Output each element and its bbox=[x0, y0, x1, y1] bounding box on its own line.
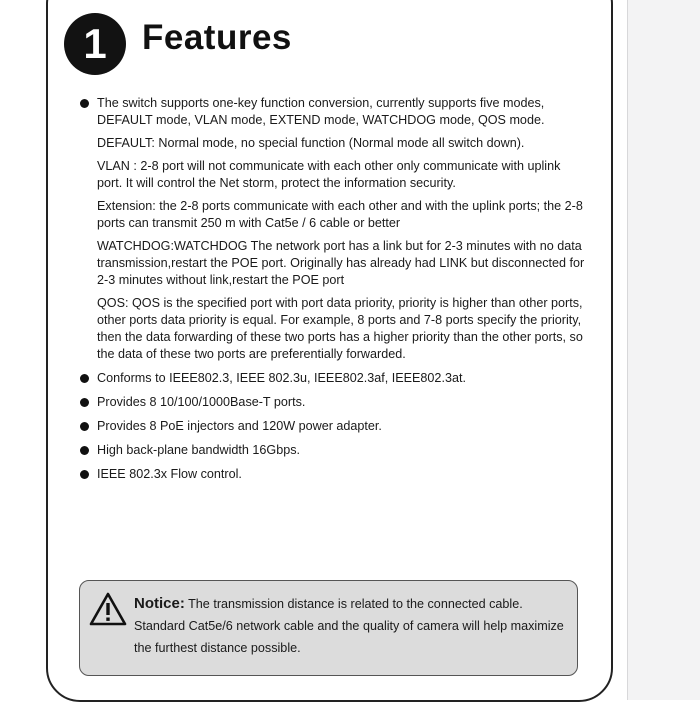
features-content bbox=[80, 95, 585, 483]
section-number-badge: 1 bbox=[64, 13, 126, 75]
warning-icon bbox=[88, 591, 128, 627]
feature-bullet-bandwidth: High back-plane bandwidth 16Gbps. bbox=[80, 442, 585, 459]
notice-body: The transmission distance is related to the connected cable. Standard Cat5e/6 network cable and the quality of camera will help maximize the furthest distance possible. bbox=[134, 597, 564, 655]
feature-bullet-poe: Provides 8 PoE injectors and 120W power adapter. bbox=[80, 418, 585, 435]
mode-vlan-paragraph: VLAN : 2-8 port will not communicate with each other only communicate with uplink port. It will control the Net storm, protect the information security. bbox=[97, 159, 561, 190]
mode-extension-paragraph: Extension: the 2-8 ports communicate with each other and with the uplink ports; the 2-8 ports can transmit 250 m with Cat5e / 6 cable or better bbox=[97, 199, 583, 230]
mode-watchdog-paragraph: WATCHDOG:WATCHDOG The network port has a link but for 2-3 minutes with no data transmission,restart the POE port. Originally has already had LINK but disconnected for 2-3 minutes without link,restart the POE port bbox=[97, 239, 585, 287]
notice-box bbox=[79, 580, 578, 676]
intro-bullet: The switch supports one-key function conversion, currently supports five modes, DEFAULT mode, VLAN mode, EXTEND mode, WATCHDOG mode, QOS mode. bbox=[80, 95, 585, 129]
feature-bullet-flow-control: IEEE 802.3x Flow control. bbox=[80, 466, 585, 483]
right-margin-panel bbox=[627, 0, 700, 700]
mode-default-paragraph: DEFAULT: Normal mode, no special function (Normal mode all switch down). bbox=[97, 136, 525, 150]
mode-qos-paragraph: QOS: QOS is the specified port with port data priority, priority is higher than other ports, other ports data priority is equal. For example, 8 ports and 7-8 ports specify the priority, then the data forwarding of these two ports has a higher priority than the other ports, so the data of these two ports are preferentially forwarded. bbox=[97, 296, 583, 361]
feature-bullet-ports: Provides 8 10/100/1000Base-T ports. bbox=[80, 394, 585, 411]
page-title: Features bbox=[142, 18, 292, 57]
notice-label: Notice: bbox=[134, 595, 185, 612]
feature-bullet-standards: Conforms to IEEE802.3, IEEE 802.3u, IEEE802.3af, IEEE802.3at. bbox=[80, 370, 585, 387]
notice-text bbox=[134, 593, 566, 659]
